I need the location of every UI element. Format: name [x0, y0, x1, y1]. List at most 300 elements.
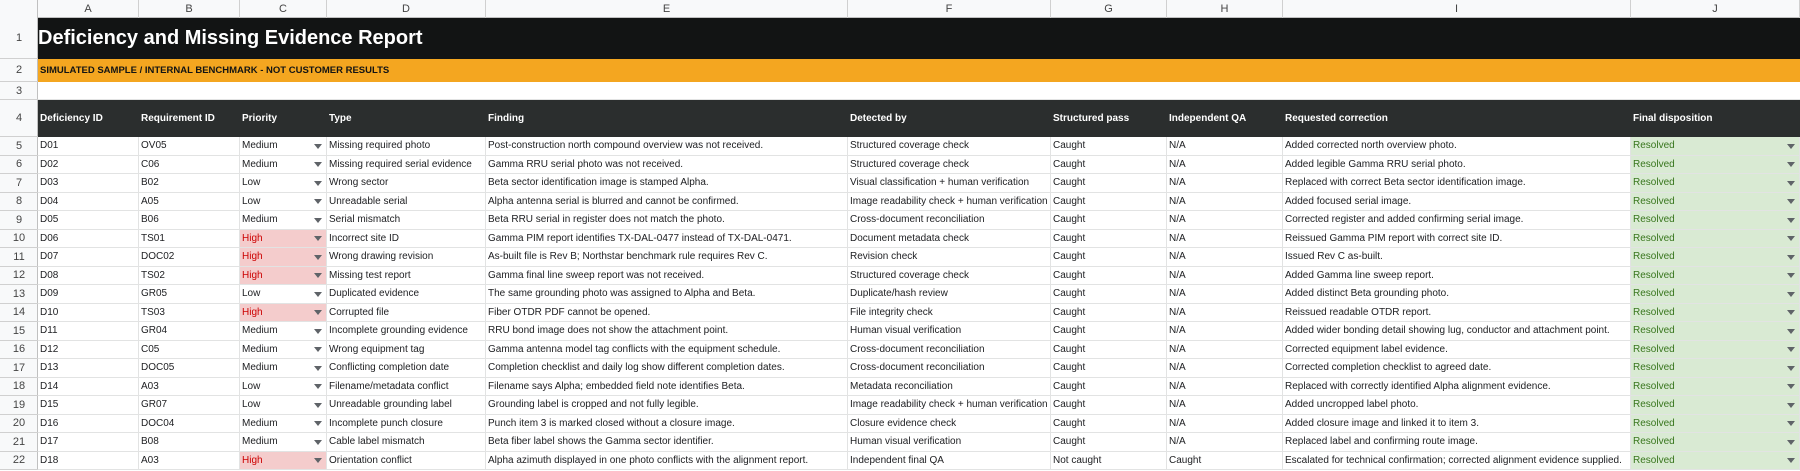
cell-type[interactable] [327, 156, 486, 175]
cell-final-disposition[interactable] [1631, 322, 1800, 341]
cell-independent-qa[interactable] [1167, 396, 1283, 415]
priority-dropdown-icon[interactable] [314, 458, 322, 463]
cell-independent-qa[interactable] [1167, 304, 1283, 323]
cell-deficiency-id[interactable] [38, 433, 139, 452]
cell-deficiency-id[interactable] [38, 267, 139, 286]
cell-deficiency-id[interactable] [38, 378, 139, 397]
requested-correction-value: Added legible Gamma RRU serial photo. [1285, 158, 1466, 170]
cell-finding[interactable] [486, 304, 848, 323]
header-requested-correction[interactable]: Requested correction [1283, 100, 1631, 137]
disposition-dropdown-icon[interactable] [1787, 144, 1795, 149]
deficiency-id-value: D17 [40, 436, 59, 448]
column-header-c[interactable]: C [240, 0, 327, 18]
disposition-dropdown-icon[interactable] [1787, 329, 1795, 334]
cell-structured-pass[interactable] [1051, 193, 1167, 212]
cell-detected-by[interactable] [848, 230, 1051, 249]
cell-structured-pass[interactable] [1051, 378, 1167, 397]
cell-deficiency-id[interactable] [38, 137, 139, 156]
column-header-h[interactable]: H [1167, 0, 1283, 18]
cell-detected-by[interactable] [848, 359, 1051, 378]
header-detected-by[interactable]: Detected by [848, 100, 1051, 137]
cell-structured-pass[interactable] [1051, 359, 1167, 378]
cell-final-disposition[interactable] [1631, 156, 1800, 175]
cell-structured-pass[interactable] [1051, 174, 1167, 193]
cell-finding[interactable] [486, 341, 848, 360]
row-header-12[interactable]: 12 [0, 267, 38, 286]
column-header-b[interactable]: B [139, 0, 240, 18]
row-header-1[interactable]: 1 [0, 18, 38, 59]
cell-structured-pass[interactable] [1051, 452, 1167, 471]
cell-priority[interactable] [240, 230, 327, 249]
cell-independent-qa[interactable] [1167, 415, 1283, 434]
final-disposition-value: Resolved [1633, 232, 1675, 244]
cell-requested-correction[interactable] [1283, 322, 1631, 341]
cell-finding[interactable] [486, 248, 848, 267]
cell-priority[interactable] [240, 285, 327, 304]
cell-priority[interactable] [240, 452, 327, 471]
priority-dropdown-icon[interactable] [314, 347, 322, 352]
detected-by-value: Cross-document reconciliation [850, 343, 985, 355]
cell-priority[interactable] [240, 304, 327, 323]
header-priority[interactable]: Priority [240, 100, 327, 137]
disposition-dropdown-icon[interactable] [1787, 458, 1795, 463]
cell-type[interactable] [327, 452, 486, 471]
cell-type[interactable] [327, 433, 486, 452]
disposition-dropdown-icon[interactable] [1787, 162, 1795, 167]
cell-final-disposition[interactable] [1631, 396, 1800, 415]
cell-priority[interactable] [240, 341, 327, 360]
column-header-d[interactable]: D [327, 0, 486, 18]
requirement-id-value: B02 [141, 177, 159, 189]
requested-correction-value: Added corrected north overview photo. [1285, 140, 1457, 152]
cell-independent-qa[interactable] [1167, 248, 1283, 267]
cell-detected-by[interactable] [848, 156, 1051, 175]
cell-finding[interactable] [486, 267, 848, 286]
column-header-j[interactable]: J [1631, 0, 1800, 18]
cell-deficiency-id[interactable] [38, 304, 139, 323]
cell-requirement-id[interactable] [139, 230, 240, 249]
cell-final-disposition[interactable] [1631, 267, 1800, 286]
cell-requirement-id[interactable] [139, 248, 240, 267]
row-header-5[interactable]: 5 [0, 137, 38, 156]
cell-independent-qa[interactable] [1167, 452, 1283, 471]
priority-dropdown-icon[interactable] [314, 181, 322, 186]
cell-requested-correction[interactable] [1283, 304, 1631, 323]
cell-requirement-id[interactable] [139, 452, 240, 471]
disposition-dropdown-icon[interactable] [1787, 310, 1795, 315]
finding-value: Beta sector identification image is stamped Alpha. [488, 177, 709, 189]
cell-detected-by[interactable] [848, 174, 1051, 193]
cell-requested-correction[interactable] [1283, 137, 1631, 156]
header-finding[interactable]: Finding [486, 100, 848, 137]
cell-detected-by[interactable] [848, 304, 1051, 323]
row-header-2[interactable]: 2 [0, 59, 38, 82]
cell-detected-by[interactable] [848, 433, 1051, 452]
table-row [38, 193, 1800, 212]
detected-by-value: Structured coverage check [850, 269, 969, 281]
cell-finding[interactable] [486, 137, 848, 156]
cell-independent-qa[interactable] [1167, 341, 1283, 360]
independent-qa-value: N/A [1169, 362, 1186, 374]
cell-requirement-id[interactable] [139, 415, 240, 434]
report-title[interactable]: Deficiency and Missing Evidence Report [38, 27, 423, 49]
cell-type[interactable] [327, 267, 486, 286]
header-structured-pass[interactable]: Structured pass [1051, 100, 1167, 137]
cell-deficiency-id[interactable] [38, 396, 139, 415]
cell-final-disposition[interactable] [1631, 230, 1800, 249]
cell-detected-by[interactable] [848, 415, 1051, 434]
row-header-16[interactable]: 16 [0, 341, 38, 360]
cell-finding[interactable] [486, 322, 848, 341]
structured-pass-value: Caught [1053, 214, 1086, 226]
column-header-a[interactable]: A [38, 0, 139, 18]
cell-final-disposition[interactable] [1631, 193, 1800, 212]
cell-independent-qa[interactable] [1167, 137, 1283, 156]
cell-finding[interactable] [486, 378, 848, 397]
priority-dropdown-icon[interactable] [314, 218, 322, 223]
cell-deficiency-id[interactable] [38, 285, 139, 304]
disposition-dropdown-icon[interactable] [1787, 255, 1795, 260]
cell-detected-by[interactable] [848, 452, 1051, 471]
row-header-21[interactable]: 21 [0, 433, 38, 452]
finding-value: Gamma PIM report identifies TX-DAL-0477 instead of TX-DAL-0471. [488, 232, 792, 244]
cell-requirement-id[interactable] [139, 359, 240, 378]
deficiency-id-value: D01 [40, 140, 59, 152]
priority-value: High [242, 306, 263, 318]
cell-final-disposition[interactable] [1631, 341, 1800, 360]
cell-requirement-id[interactable] [139, 267, 240, 286]
priority-dropdown-icon[interactable] [314, 421, 322, 426]
row-header-8[interactable]: 8 [0, 193, 38, 212]
cell-deficiency-id[interactable] [38, 174, 139, 193]
cell-type[interactable] [327, 230, 486, 249]
cell-type[interactable] [327, 304, 486, 323]
disposition-dropdown-icon[interactable] [1787, 403, 1795, 408]
disclaimer-banner[interactable]: SIMULATED SAMPLE / INTERNAL BENCHMARK - NOT CUSTOMER RESULTS [40, 65, 390, 76]
finding-value: Grounding label is cropped and not fully legible. [488, 399, 699, 411]
priority-dropdown-icon[interactable] [314, 162, 322, 167]
cell-type[interactable] [327, 322, 486, 341]
cell-detected-by[interactable] [848, 341, 1051, 360]
priority-dropdown-icon[interactable] [314, 144, 322, 149]
cell-final-disposition[interactable] [1631, 248, 1800, 267]
row-header-20[interactable]: 20 [0, 415, 38, 434]
cell-type[interactable] [327, 193, 486, 212]
column-header-e[interactable]: E [486, 0, 848, 18]
cell-structured-pass[interactable] [1051, 433, 1167, 452]
priority-value: High [242, 269, 263, 281]
cell-requested-correction[interactable] [1283, 378, 1631, 397]
cell-finding[interactable] [486, 211, 848, 230]
cell-final-disposition[interactable] [1631, 285, 1800, 304]
structured-pass-value: Caught [1053, 140, 1086, 152]
cell-requested-correction[interactable] [1283, 211, 1631, 230]
cell-deficiency-id[interactable] [38, 230, 139, 249]
cell-requested-correction[interactable] [1283, 341, 1631, 360]
cell-detected-by[interactable] [848, 248, 1051, 267]
priority-dropdown-icon[interactable] [314, 403, 322, 408]
cell-deficiency-id[interactable] [38, 322, 139, 341]
header-deficiency-id[interactable]: Deficiency ID [38, 100, 139, 137]
cell-priority[interactable] [240, 193, 327, 212]
requirement-id-value: TS03 [141, 306, 165, 318]
disposition-dropdown-icon[interactable] [1787, 366, 1795, 371]
cell-priority[interactable] [240, 267, 327, 286]
cell-finding[interactable] [486, 285, 848, 304]
independent-qa-value: N/A [1169, 195, 1186, 207]
cell-requirement-id[interactable] [139, 211, 240, 230]
cell-priority[interactable] [240, 137, 327, 156]
column-header-f[interactable]: F [848, 0, 1051, 18]
cell-finding[interactable] [486, 230, 848, 249]
cell-detected-by[interactable] [848, 285, 1051, 304]
disposition-dropdown-icon[interactable] [1787, 421, 1795, 426]
cell-type[interactable] [327, 248, 486, 267]
cell-type[interactable] [327, 396, 486, 415]
cell-deficiency-id[interactable] [38, 341, 139, 360]
column-header-i[interactable]: I [1283, 0, 1631, 18]
cell-priority[interactable] [240, 396, 327, 415]
cell-structured-pass[interactable] [1051, 304, 1167, 323]
priority-dropdown-icon[interactable] [314, 292, 322, 297]
cell-requirement-id[interactable] [139, 322, 240, 341]
disposition-dropdown-icon[interactable] [1787, 199, 1795, 204]
requested-correction-value: Added closure image and linked it to item 3. [1285, 417, 1479, 429]
finding-value: RRU bond image does not show the attachment point. [488, 325, 729, 337]
cell-final-disposition[interactable] [1631, 359, 1800, 378]
cell-detected-by[interactable] [848, 378, 1051, 397]
deficiency-id-value: D18 [40, 454, 59, 466]
cell-deficiency-id[interactable] [38, 156, 139, 175]
row-header-4[interactable]: 4 [0, 100, 38, 137]
cell-structured-pass[interactable] [1051, 396, 1167, 415]
disposition-dropdown-icon[interactable] [1787, 236, 1795, 241]
cell-independent-qa[interactable] [1167, 322, 1283, 341]
cell-requirement-id[interactable] [139, 378, 240, 397]
cell-structured-pass[interactable] [1051, 341, 1167, 360]
cell-requirement-id[interactable] [139, 396, 240, 415]
cell-structured-pass[interactable] [1051, 248, 1167, 267]
cell-finding[interactable] [486, 156, 848, 175]
cell-independent-qa[interactable] [1167, 378, 1283, 397]
cell-independent-qa[interactable] [1167, 211, 1283, 230]
title-row [38, 18, 1800, 59]
row-header-15[interactable]: 15 [0, 322, 38, 341]
disposition-dropdown-icon[interactable] [1787, 347, 1795, 352]
cell-independent-qa[interactable] [1167, 156, 1283, 175]
cell-requested-correction[interactable] [1283, 285, 1631, 304]
cell-detected-by[interactable] [848, 193, 1051, 212]
cell-structured-pass[interactable] [1051, 285, 1167, 304]
row-header-7[interactable]: 7 [0, 174, 38, 193]
cell-requirement-id[interactable] [139, 174, 240, 193]
cell-priority[interactable] [240, 433, 327, 452]
select-all-corner[interactable] [0, 0, 38, 18]
cell-deficiency-id[interactable] [38, 359, 139, 378]
cell-requirement-id[interactable] [139, 341, 240, 360]
cell-type[interactable] [327, 285, 486, 304]
header-type[interactable]: Type [327, 100, 486, 137]
row-header-3[interactable]: 3 [0, 82, 38, 100]
header-final-disposition[interactable]: Final disposition [1631, 100, 1800, 137]
structured-pass-value: Caught [1053, 399, 1086, 411]
cell-finding[interactable] [486, 433, 848, 452]
detected-by-value: Visual classification + human verification [850, 177, 1030, 189]
cell-priority[interactable] [240, 415, 327, 434]
cell-finding[interactable] [486, 452, 848, 471]
cell-requested-correction[interactable] [1283, 193, 1631, 212]
cell-requested-correction[interactable] [1283, 248, 1631, 267]
cell-structured-pass[interactable] [1051, 322, 1167, 341]
cell-requested-correction[interactable] [1283, 433, 1631, 452]
final-disposition-value: Resolved [1633, 288, 1675, 300]
row-header-10[interactable]: 10 [0, 230, 38, 249]
cell-structured-pass[interactable] [1051, 211, 1167, 230]
header-independent-qa[interactable]: Independent QA [1167, 100, 1283, 137]
row-header-14[interactable]: 14 [0, 304, 38, 323]
cell-priority[interactable] [240, 156, 327, 175]
cell-priority[interactable] [240, 248, 327, 267]
cell-deficiency-id[interactable] [38, 248, 139, 267]
priority-dropdown-icon[interactable] [314, 384, 322, 389]
cell-final-disposition[interactable] [1631, 378, 1800, 397]
cell-type[interactable] [327, 137, 486, 156]
cell-requested-correction[interactable] [1283, 174, 1631, 193]
cell-finding[interactable] [486, 415, 848, 434]
cell-deficiency-id[interactable] [38, 193, 139, 212]
cell-detected-by[interactable] [848, 267, 1051, 286]
type-value: Cable label mismatch [329, 436, 425, 448]
cell-finding[interactable] [486, 174, 848, 193]
disposition-dropdown-icon[interactable] [1787, 218, 1795, 223]
cell-finding[interactable] [486, 193, 848, 212]
cell-deficiency-id[interactable] [38, 211, 139, 230]
structured-pass-value: Caught [1053, 251, 1086, 263]
cell-final-disposition[interactable] [1631, 137, 1800, 156]
detected-by-value: Human visual verification [850, 436, 962, 448]
cell-requirement-id[interactable] [139, 285, 240, 304]
cell-requirement-id[interactable] [139, 193, 240, 212]
row-header-6[interactable]: 6 [0, 156, 38, 175]
cell-priority[interactable] [240, 378, 327, 397]
priority-dropdown-icon[interactable] [314, 440, 322, 445]
cell-requested-correction[interactable] [1283, 359, 1631, 378]
cell-deficiency-id[interactable] [38, 415, 139, 434]
disposition-dropdown-icon[interactable] [1787, 440, 1795, 445]
cell-detected-by[interactable] [848, 322, 1051, 341]
cell-deficiency-id[interactable] [38, 452, 139, 471]
cell-priority[interactable] [240, 211, 327, 230]
row-header-18[interactable]: 18 [0, 378, 38, 397]
cell-final-disposition[interactable] [1631, 415, 1800, 434]
header-requirement-id[interactable]: Requirement ID [139, 100, 240, 137]
cell-independent-qa[interactable] [1167, 285, 1283, 304]
cell-independent-qa[interactable] [1167, 230, 1283, 249]
cell-structured-pass[interactable] [1051, 415, 1167, 434]
cell-detected-by[interactable] [848, 137, 1051, 156]
cell-requested-correction[interactable] [1283, 230, 1631, 249]
column-header-g[interactable]: G [1051, 0, 1167, 18]
row-header-9[interactable]: 9 [0, 211, 38, 230]
cell-structured-pass[interactable] [1051, 267, 1167, 286]
cell-requested-correction[interactable] [1283, 396, 1631, 415]
cell-requirement-id[interactable] [139, 137, 240, 156]
cell-finding[interactable] [486, 359, 848, 378]
priority-dropdown-icon[interactable] [314, 199, 322, 204]
cell-type[interactable] [327, 378, 486, 397]
requested-correction-value: Escalated for technical confirmation; corrected alignment evidence supplied. [1285, 454, 1622, 466]
priority-dropdown-icon[interactable] [314, 310, 322, 315]
disposition-dropdown-icon[interactable] [1787, 384, 1795, 389]
requirement-id-value: DOC02 [141, 251, 175, 263]
final-disposition-value: Resolved [1633, 362, 1675, 374]
cell-independent-qa[interactable] [1167, 193, 1283, 212]
cell-priority[interactable] [240, 174, 327, 193]
cell-final-disposition[interactable] [1631, 452, 1800, 471]
cell-requirement-id[interactable] [139, 304, 240, 323]
cell-priority[interactable] [240, 322, 327, 341]
cell-requested-correction[interactable] [1283, 415, 1631, 434]
cell-type[interactable] [327, 415, 486, 434]
requirement-id-value: OV05 [141, 140, 167, 152]
cell-independent-qa[interactable] [1167, 359, 1283, 378]
cell-type[interactable] [327, 211, 486, 230]
row-header-17[interactable]: 17 [0, 359, 38, 378]
row-header-11[interactable]: 11 [0, 248, 38, 267]
cell-structured-pass[interactable] [1051, 156, 1167, 175]
cell-structured-pass[interactable] [1051, 137, 1167, 156]
cell-requested-correction[interactable] [1283, 156, 1631, 175]
cell-type[interactable] [327, 174, 486, 193]
requirement-id-value: DOC05 [141, 362, 175, 374]
disposition-dropdown-icon[interactable] [1787, 292, 1795, 297]
type-value: Filename/metadata conflict [329, 380, 449, 392]
cell-final-disposition[interactable] [1631, 174, 1800, 193]
requirement-id-value: TS02 [141, 269, 165, 281]
cell-requested-correction[interactable] [1283, 452, 1631, 471]
cell-detected-by[interactable] [848, 211, 1051, 230]
disposition-dropdown-icon[interactable] [1787, 273, 1795, 278]
row-header-13[interactable]: 13 [0, 285, 38, 304]
cell-finding[interactable] [486, 396, 848, 415]
cell-requested-correction[interactable] [1283, 267, 1631, 286]
cell-type[interactable] [327, 341, 486, 360]
cell-requirement-id[interactable] [139, 156, 240, 175]
structured-pass-value: Caught [1053, 177, 1086, 189]
type-value: Unreadable grounding label [329, 399, 452, 411]
cell-requirement-id[interactable] [139, 433, 240, 452]
priority-dropdown-icon[interactable] [314, 236, 322, 241]
cell-final-disposition[interactable] [1631, 433, 1800, 452]
cell-independent-qa[interactable] [1167, 174, 1283, 193]
deficiency-id-value: D02 [40, 158, 59, 170]
cell-structured-pass[interactable] [1051, 230, 1167, 249]
disposition-dropdown-icon[interactable] [1787, 181, 1795, 186]
priority-dropdown-icon[interactable] [314, 255, 322, 260]
row-header-22[interactable]: 22 [0, 452, 38, 471]
cell-final-disposition[interactable] [1631, 211, 1800, 230]
priority-dropdown-icon[interactable] [314, 366, 322, 371]
row-header-19[interactable]: 19 [0, 396, 38, 415]
priority-dropdown-icon[interactable] [314, 273, 322, 278]
priority-dropdown-icon[interactable] [314, 329, 322, 334]
cell-final-disposition[interactable] [1631, 304, 1800, 323]
cell-type[interactable] [327, 359, 486, 378]
cell-independent-qa[interactable] [1167, 267, 1283, 286]
cell-priority[interactable] [240, 359, 327, 378]
cell-independent-qa[interactable] [1167, 433, 1283, 452]
cell-detected-by[interactable] [848, 396, 1051, 415]
